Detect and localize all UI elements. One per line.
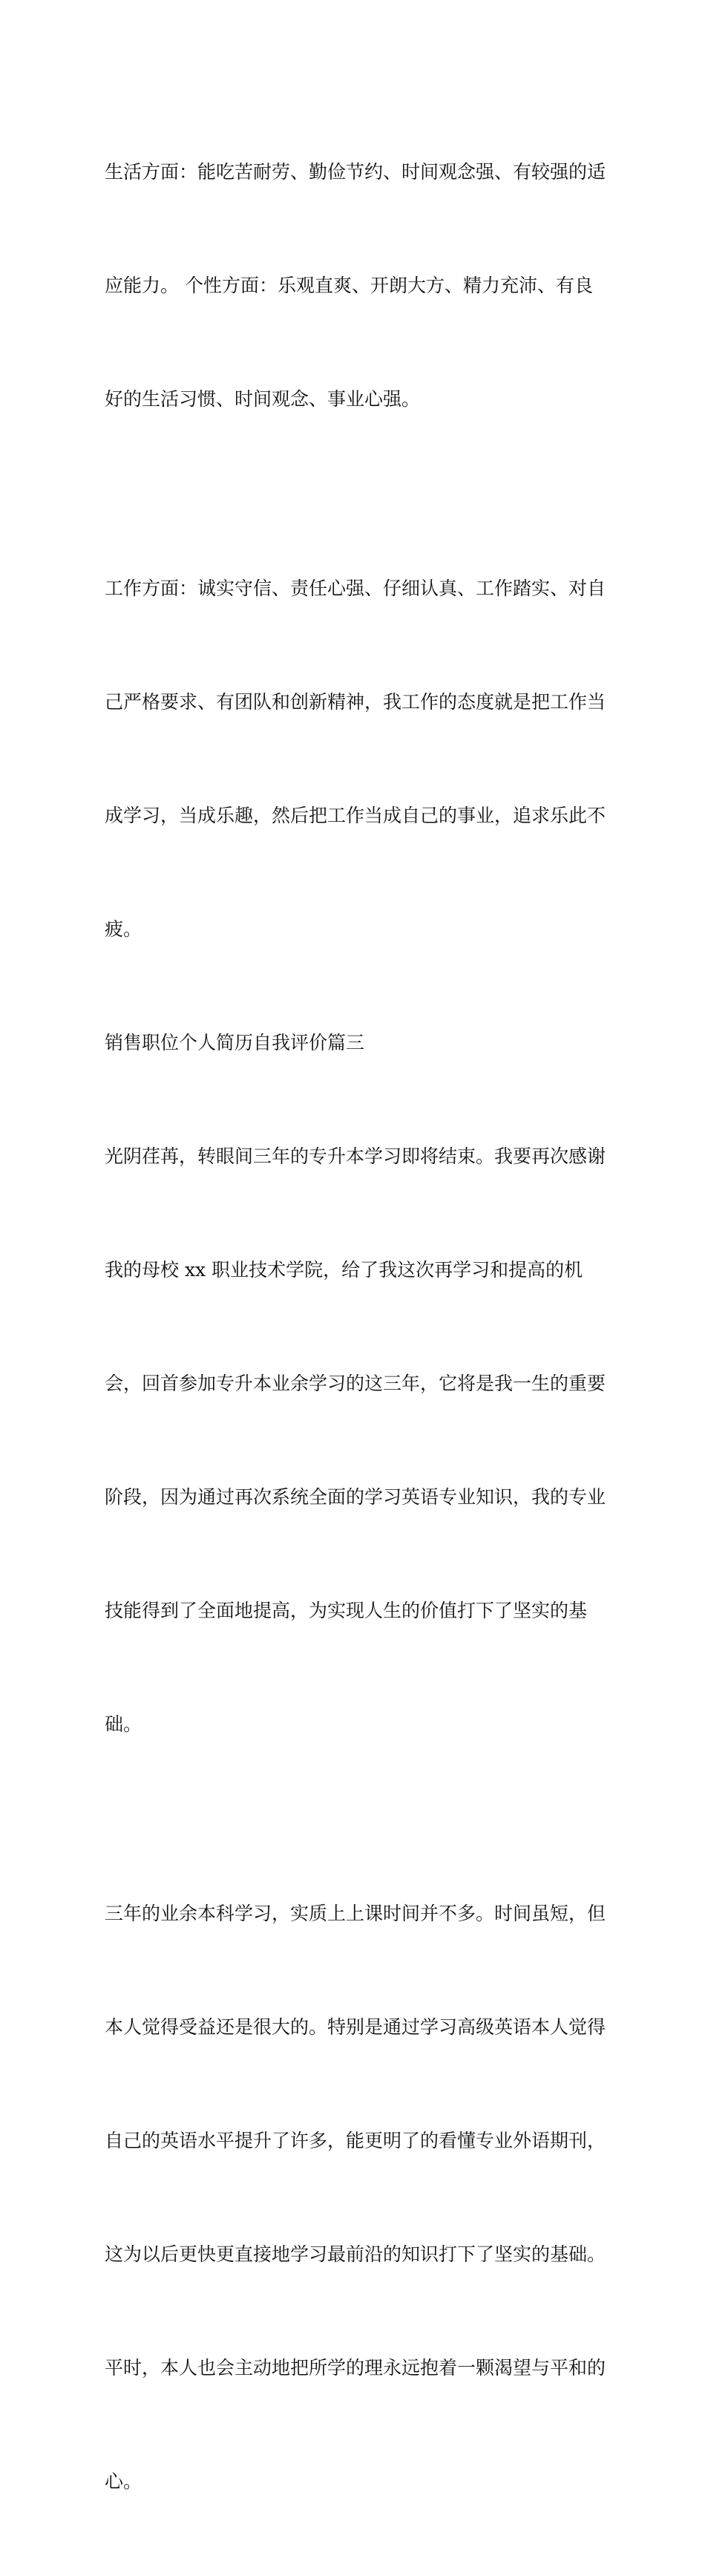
- text-line: 阶段，因为通过再次系统全面的学习英语专业知识，我的专业: [105, 1486, 606, 1508]
- text-line: 应能力。 个性方面：乐观直爽、开朗大方、精力充沛、有良: [105, 275, 593, 296]
- paragraph-life-personality: [105, 77, 606, 494]
- text-line: 本人觉得受益还是很大的。特别是通过学习高级英语本人觉得: [105, 2016, 606, 2038]
- text-line: 会，回首参加专升本业余学习的这三年，它将是我一生的重要: [105, 1373, 606, 1394]
- text-line: 自己的英语水平提升了许多，能更明了的看懂专业外语期刊，: [105, 2130, 606, 2151]
- paragraph-study-reflection: [105, 1062, 606, 1819]
- text-line: 技能得到了全面地提高，为实现人生的价值打下了坚实的基: [105, 1600, 588, 1621]
- paragraph-study-benefits: [105, 1819, 606, 2576]
- document-body: [105, 77, 606, 2576]
- section-heading: [105, 1024, 606, 1062]
- text-line: 疲。: [105, 918, 142, 940]
- text-line: 生活方面：能吃苦耐劳、勤俭节约、时间观念强、有较强的适: [105, 161, 606, 183]
- text-line: 工作方面：诚实守信、责任心强、仔细认真、工作踏实、对自: [105, 578, 606, 599]
- text-line: 己严格要求、有团队和创新精神，我工作的态度就是把工作当: [105, 691, 606, 713]
- text-line: 成学习，当成乐趣，然后把工作当成自己的事业，追求乐此不: [105, 805, 606, 826]
- text-line: 平时，本人也会主动地把所学的理永远抱着一颗渴望与平和的: [105, 2357, 606, 2379]
- text-line: 心。: [105, 2471, 142, 2492]
- text-line: 光阴荏苒，转眼间三年的专升本学习即将结束。我要再次感谢: [105, 1145, 606, 1167]
- text-line: 三年的业余本科学习，实质上上课时间并不多。时间虽短，但: [105, 1903, 606, 1924]
- text-line: 好的生活习惯、时间观念、事业心强。: [105, 388, 421, 410]
- text-line: 础。: [105, 1713, 142, 1735]
- text-line: 这为以后更快更直接地学习最前沿的知识打下了坚实的基础。: [105, 2243, 606, 2265]
- heading-text: 销售职位个人简历自我评价篇三: [105, 1032, 365, 1053]
- text-line: 我的母校 xx 职业技术学院，给了我这次再学习和提高的机: [105, 1259, 583, 1281]
- paragraph-work: [105, 494, 606, 1024]
